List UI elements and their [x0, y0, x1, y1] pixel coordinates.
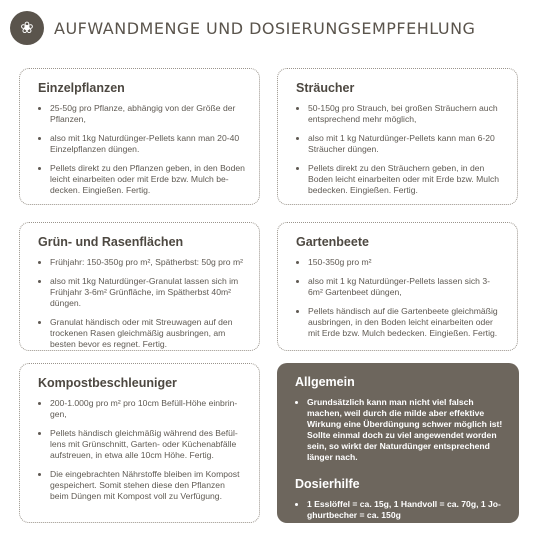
card-list	[38, 398, 245, 502]
list-item: • also mit 1kg Naturdünger-Pellets kann man 20-40 Einzelpflanzen düngen.	[50, 133, 245, 155]
card-list	[38, 103, 245, 196]
card-kompostbeschleuniger	[19, 363, 260, 523]
card-list	[295, 499, 505, 521]
card-title: Gartenbeete	[296, 235, 369, 249]
card-title: Sträucher	[296, 81, 355, 95]
list-item: • 150-350g pro m²	[308, 257, 503, 268]
list-item: • 25-50g pro Pflanze, abhängig von der Größe der Pflanzen,	[50, 103, 245, 125]
leaf-badge-icon: ❀	[10, 11, 44, 45]
list-item: • Granulat händisch oder mit Streuwagen auf den trockenen Rasen gleichmäßig ausbringen, am besten bevor es regnet. Fertig.	[50, 317, 245, 350]
card-title: Grün- und Rasenflächen	[38, 235, 184, 249]
list-item: • Pellets händisch auf die Gartenbeete gleichmäßig ausbringen, in den Boden leicht einarbeiten oder mit Erde bzw. Mulch bedecken. Eingießen. Fertig.	[308, 306, 503, 339]
list-item: • Pellets direkt zu den Pflanzen geben, in den Boden leicht einarbeiten oder mit Erde bzw. Mulch be-decken. Eingießen. Fertig.	[50, 163, 245, 196]
card-list	[296, 103, 503, 196]
card-einzelpflanzen	[19, 68, 260, 205]
page-title: AUFWANDMENGE UND DOSIERUNGSEMPFEHLUNG	[54, 18, 476, 38]
list-item: • Pellets direkt zu den Sträuchern geben, in den Boden leicht einarbeiten oder mit Erde bzw. Mulch bedecken. Eingießen. Fertig.	[308, 163, 503, 196]
card-straeucher	[277, 68, 518, 205]
card-list	[296, 257, 503, 339]
list-item: • also mit 1 kg Naturdünger-Pellets kann man 6-20 Sträucher düngen.	[308, 133, 503, 155]
list-item: • 200-1.000g pro m² pro 10cm Befüll-Höhe einbrin-gen,	[50, 398, 245, 420]
list-item: • 50-150g pro Strauch, bei großen Sträuchern auch entsprechend mehr möglich,	[308, 103, 503, 125]
page-header	[10, 8, 475, 48]
list-item: • Grundsätzlich kann man nicht viel falsch machen, weil durch die milde aber effektive Wirkung eine Überdüngung schwer möglich ist! Sollte einmal doch zu viel angewendet worden sein, so wirkt der Naturdünger entsprechend länger nach.	[307, 397, 505, 463]
list-item: • Die eingebrachten Nährstoffe bleiben im Kompost gespeichert. Somit stehen diese den Pflanzen beim Düngen mit Kompost voll zu Verfügung.	[50, 469, 245, 502]
list-item: • also mit 1kg Naturdünger-Granulat lassen sich im Frühjahr 3-6m² Grünfläche, im Spätherbst 40m² düngen.	[50, 276, 245, 309]
card-list	[38, 257, 245, 350]
list-item: • Pellets händisch gleichmäßig während des Befül-lens mit Grünschnitt, Garten- oder Küchenabfälle aufstreuen, in etwa alle 10cm Höhe. Fertig.	[50, 428, 245, 461]
card-title: Allgemein	[295, 375, 355, 389]
card-title: Kompostbeschleuniger	[38, 376, 177, 390]
list-item: • 1 Esslöffel = ca. 15g, 1 Handvoll = ca. 70g, 1 Jo-ghurtbecher = ca. 150g	[307, 499, 505, 521]
card-allgemein	[277, 363, 519, 523]
card-gruen-rasenflaechen	[19, 222, 260, 351]
card-list	[295, 397, 505, 463]
list-item: • also mit 1 kg Naturdünger-Pellets lassen sich 3-6m² Gartenbeet düngen,	[308, 276, 503, 298]
card-subtitle: Dosierhilfe	[295, 477, 360, 491]
list-item: • Frühjahr: 150-350g pro m², Spätherbst: 50g pro m²	[50, 257, 245, 268]
card-title: Einzelpflanzen	[38, 81, 125, 95]
card-gartenbeete	[277, 222, 518, 351]
